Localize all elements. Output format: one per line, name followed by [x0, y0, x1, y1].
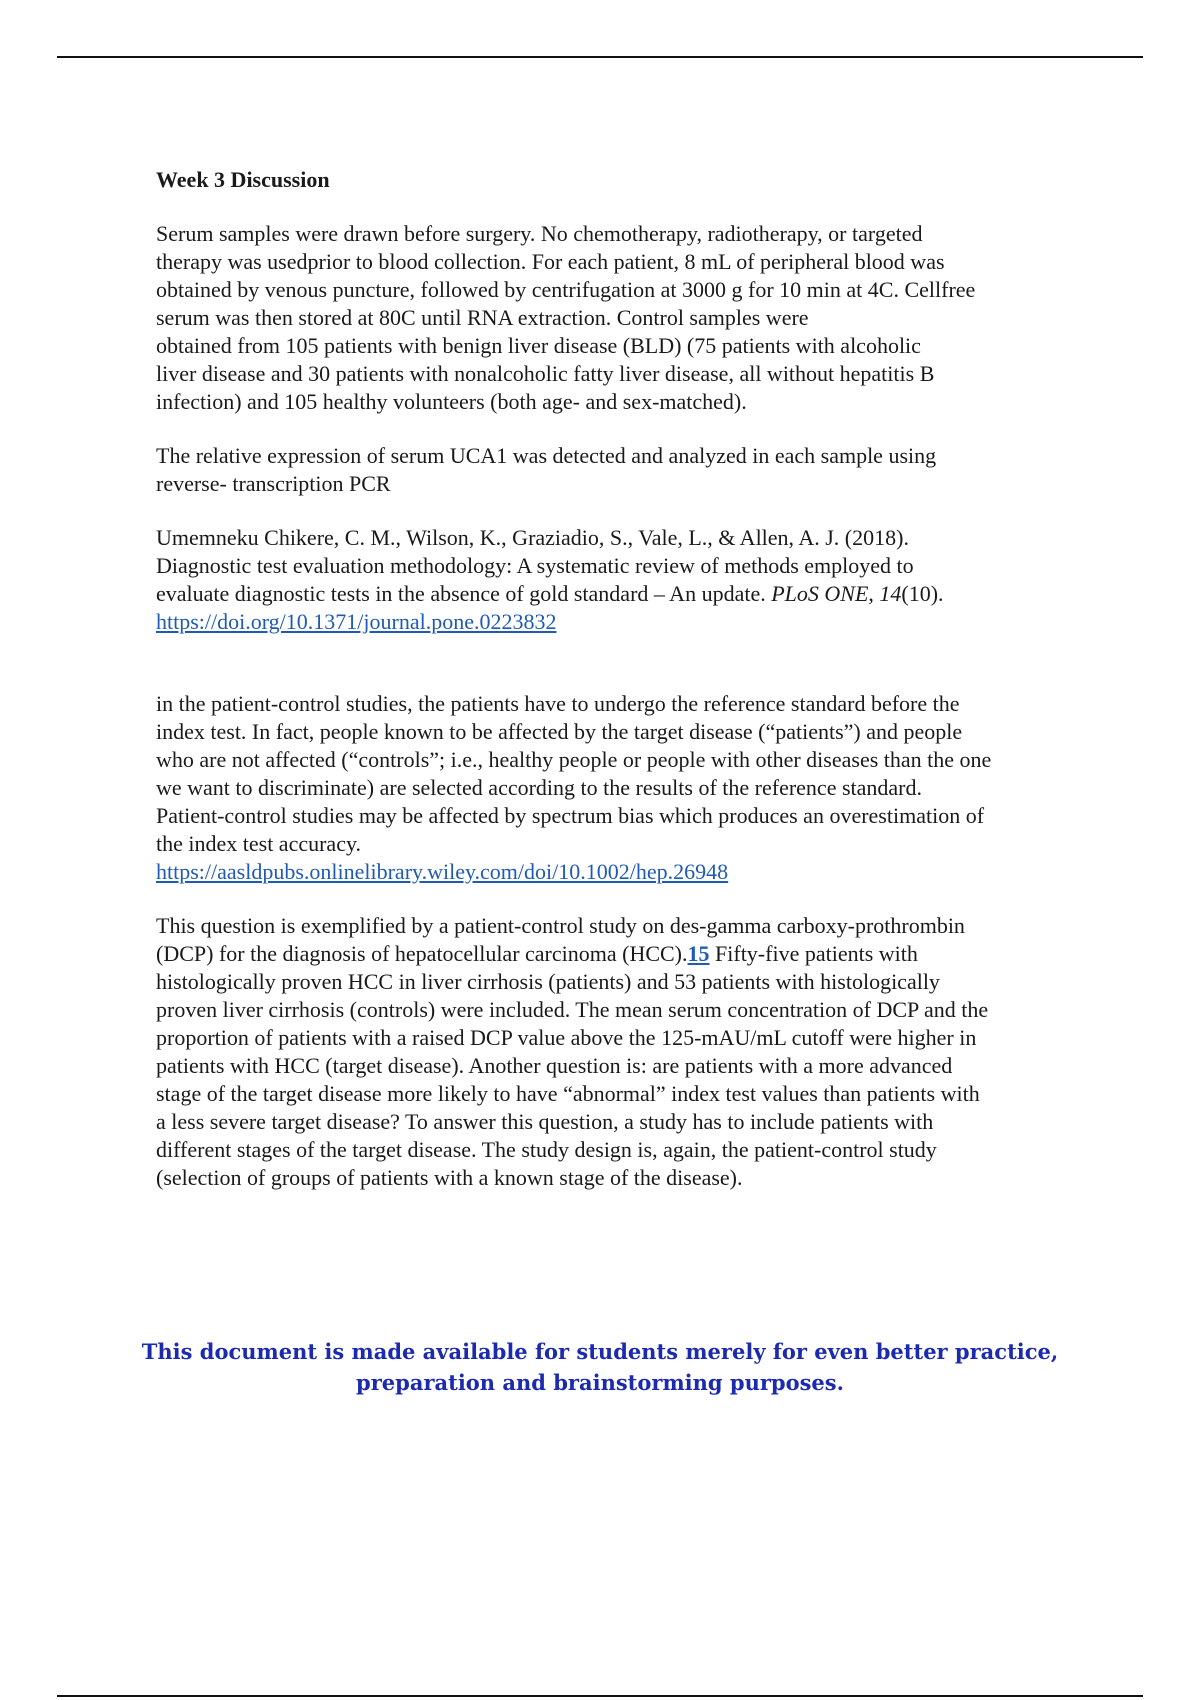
availability-notice [0, 1336, 1200, 1398]
text-line: index test. In fact, people known to be affected by the target disease (“patients”) and people [156, 719, 963, 744]
bottom-rule [57, 1695, 1143, 1697]
paragraph-patient-control [156, 690, 1086, 886]
text-line: histologically proven HCC in liver cirrhosis (patients) and 53 patients with histologically [156, 969, 940, 994]
text-line: (selection of groups of patients with a known stage of the disease). [156, 1165, 743, 1190]
text-line: Patient-control studies may be affected by spectrum bias which produces an overestimation of [156, 803, 985, 828]
text-line: in the patient-control studies, the patients have to undergo the reference standard before the [156, 691, 960, 716]
text-line: proven liver cirrhosis (controls) were included. The mean serum concentration of DCP and the [156, 997, 989, 1022]
notice-line: preparation and brainstorming purposes. [356, 1370, 844, 1395]
journal-volume: 14 [879, 581, 902, 606]
citation-line: Diagnostic test evaluation methodology: A systematic review of methods employed to [156, 553, 914, 578]
citation-doi-line [156, 608, 1086, 636]
notice-line: This document is made available for students merely for even better practice, [141, 1339, 1059, 1364]
text-line: obtained by venous puncture, followed by centrifugation at 3000 g for 10 min at 4C. Cellfree [156, 277, 976, 302]
paragraph-serum-samples [156, 220, 1086, 416]
citation-text: evaluate diagnostic tests in the absence of gold standard – An update. [156, 581, 772, 606]
text-line: who are not affected (“controls”; i.e., healthy people or people with other diseases than the one [156, 747, 992, 772]
text-line: This question is exemplified by a patient-control study on des-gamma carboxy-prothrombin [156, 913, 965, 938]
citation-line: Umemneku Chikere, C. M., Wilson, K., Graziadio, S., Vale, L., & Allen, A. J. (2018). [156, 525, 909, 550]
text-line: a less severe target disease? To answer this question, a study has to include patients with [156, 1109, 934, 1134]
text-line: obtained from 105 patients with benign liver disease (BLD) (75 patients with alcoholic [156, 333, 921, 358]
text-line [156, 940, 1086, 968]
text-line: patients with HCC (target disease). Another question is: are patients with a more advanced [156, 1053, 953, 1078]
document-title: Week 3 Discussion [156, 167, 330, 192]
reference-15-link[interactable]: 15 [687, 941, 710, 966]
journal-issue: (10). [901, 581, 944, 606]
citation-line [156, 580, 1086, 608]
top-rule [57, 56, 1143, 58]
citation-comma: , [868, 581, 880, 606]
citation [156, 524, 1086, 636]
text-line: we want to discriminate) are selected according to the results of the reference standard. [156, 775, 922, 800]
text-line: the index test accuracy. [156, 831, 362, 856]
text-line: liver disease and 30 patients with nonalcoholic fatty liver disease, all without hepatitis B [156, 361, 935, 386]
text-fragment: Fifty-five patients with [709, 941, 918, 966]
doi-link[interactable]: https://doi.org/10.1371/journal.pone.0223832 [156, 609, 557, 634]
hep-link-line [156, 858, 1086, 886]
text-line: therapy was usedprior to blood collection. For each patient, 8 mL of peripheral blood was [156, 249, 945, 274]
text-line: The relative expression of serum UCA1 was detected and analyzed in each sample using [156, 443, 937, 468]
document-body [156, 166, 1086, 1192]
text-line: proportion of patients with a raised DCP value above the 125-mAU/mL cutoff were higher in [156, 1025, 977, 1050]
hepatology-link[interactable]: https://aasldpubs.onlinelibrary.wiley.com/doi/10.1002/hep.26948 [156, 859, 729, 884]
text-line: reverse- transcription PCR [156, 471, 391, 496]
text-line: stage of the target disease more likely to have “abnormal” index test values than patients with [156, 1081, 980, 1106]
paragraph-dcp-example [156, 912, 1086, 1192]
text-line: different stages of the target disease. The study design is, again, the patient-control study [156, 1137, 937, 1162]
journal-name: PLoS ONE [771, 581, 869, 606]
text-line: serum was then stored at 80C until RNA extraction. Control samples were [156, 305, 809, 330]
text-fragment: (DCP) for the diagnosis of hepatocellular carcinoma (HCC). [156, 941, 688, 966]
text-line: infection) and 105 healthy volunteers (both age- and sex-matched). [156, 389, 747, 414]
paragraph-uca1 [156, 442, 1086, 498]
text-line: Serum samples were drawn before surgery. No chemotherapy, radiotherapy, or targeted [156, 221, 923, 246]
